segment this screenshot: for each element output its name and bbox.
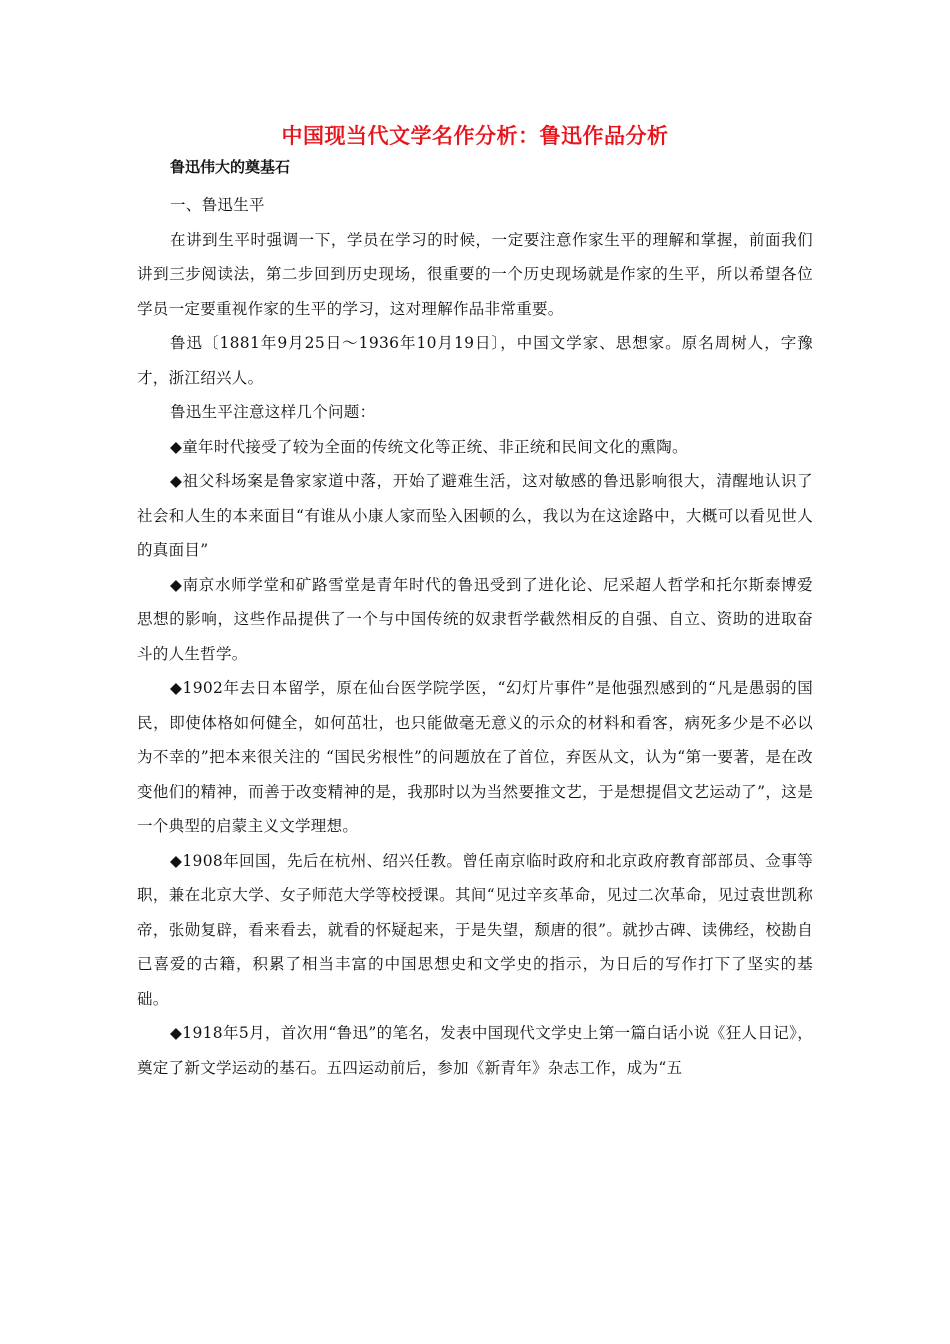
paragraph-return-china: ◆1908年回国，先后在杭州、绍兴任教。曾任南京临时政府和北京政府教育部部员、佥事等职，兼在北京大学、女子师范大学等校授课。其间“见过辛亥革命，见过二次革命，见过袁世凯称帝，张勋复辟，看来看去，就看的怀疑起来，于是失望，颓唐的很”。就抄古碑、读佛经，校勘自已喜爱的古籍，积累了相当丰富的中国思想史和文学史的指示，为日后的写作打下了坚实的基础。 — [137, 851, 813, 1008]
paragraph-biography-heading: 一、鲁迅生平 — [170, 196, 265, 214]
paragraph-japan-study: ◆1902年去日本留学，原在仙台医学院学医，“幻灯片事件”是他强烈感到的“凡是愚弱的国民，即使体格如何健全，如何茁壮，也只能做毫无意义的示众的材料和看客，病死多少是不必以为不幸的”把本来很关注的 “国民劣根性”的问题放在了首位，弃医从文，认为“第一要著，是在改变他们的精神，而善于改变精神的是，我那时以为当然要推文艺，于是想提倡文艺运动了”，这是一个典型的启蒙主义文学理想。 — [137, 679, 813, 835]
section-heading: 鲁迅伟大的奠基石 — [170, 158, 291, 176]
paragraph-madman-diary: ◆1918年5月，首次用“鲁迅”的笔名，发表中国现代文学史上第一篇白话小说《狂人日记》，奠定了新文学运动的基石。五四运动前后，参加《新青年》杂志工作，成为“五 — [137, 1024, 813, 1077]
paragraph-intro: 在讲到生平时强调一下，学员在学习的时候，一定要注意作家生平的理解和掌握，前面我们讲到三步阅读法，第二步回到历史现场，很重要的一个历史现场就是作家的生平，所以希望各位学员一定要重视作家的生平的学习，这对理解作品非常重要。 — [137, 230, 813, 318]
document-body — [137, 118, 813, 1085]
paragraph-childhood: ◆童年时代接受了较为全面的传统文化等正统、非正统和民间文化的熏陶。 — [170, 437, 688, 456]
paragraph-family-decline: ◆祖父科场案是鲁家家道中落，开始了避难生活，这对敏感的鲁迅影响很大，清醒地认识了社会和人生的本来面目“有谁从小康人家而坠入困顿的么，我以为在这途路中，大概可以看见世人的真面目” — [137, 472, 813, 559]
paragraph-nanjing-study: ◆南京水师学堂和矿路雪堂是青年时代的鲁迅受到了进化论、尼采超人哲学和托尔斯泰博爱思想的影响，这些作品提供了一个与中国传统的奴隶哲学截然相反的自强、自立、资助的进取奋斗的人生哲学。 — [137, 575, 813, 663]
paragraph-basic-info: 鲁迅〔1881年9月25日～1936年10月19日〕，中国文学家、思想家。原名周树人，字豫才，浙江绍兴人。 — [137, 334, 813, 387]
document-title: 中国现当代文学名作分析：鲁迅作品分析 — [281, 124, 669, 148]
paragraph-notes-heading: 鲁迅生平注意这样几个问题： — [170, 403, 376, 421]
